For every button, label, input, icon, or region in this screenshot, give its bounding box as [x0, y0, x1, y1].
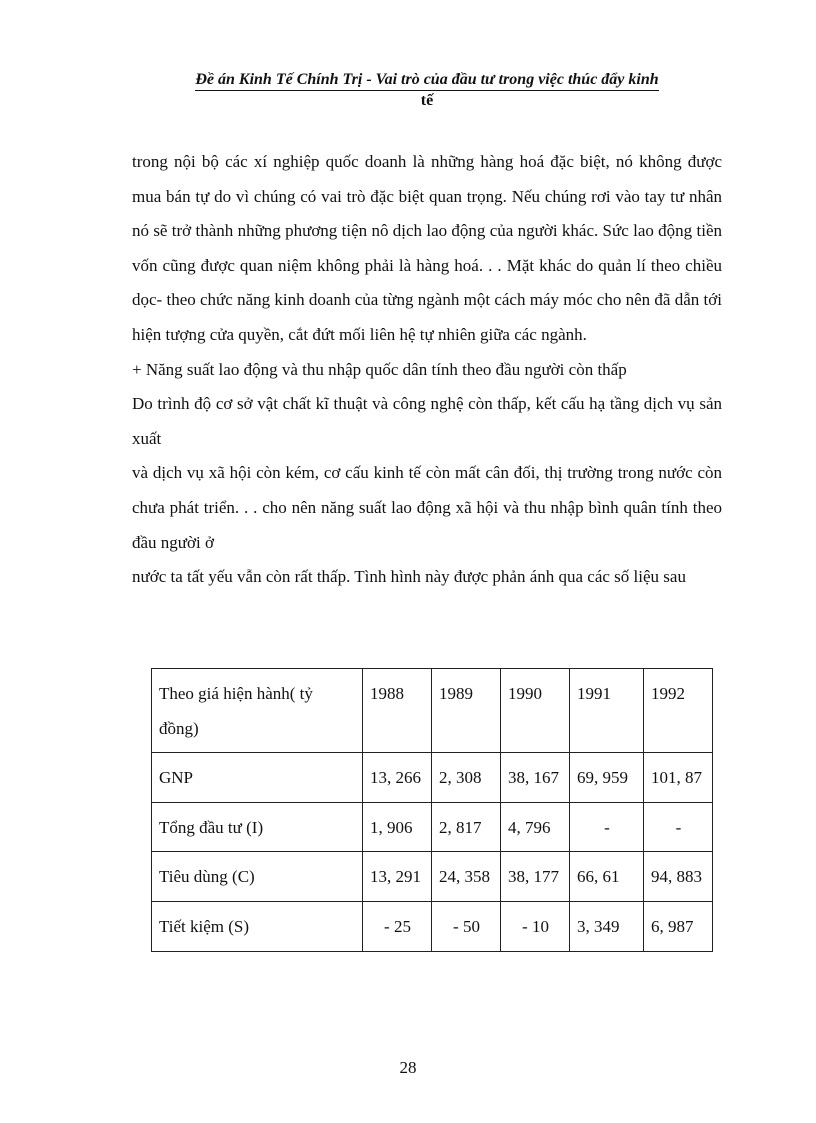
table-cell: 69, 959: [570, 753, 644, 803]
paragraph: nước ta tất yếu vẫn còn rất thấp. Tình hình này được phản ánh qua các số liệu sau: [132, 567, 686, 587]
table-cell: 94, 883: [644, 852, 713, 902]
table-row: [152, 753, 713, 803]
table-cell: 6, 987: [644, 901, 713, 951]
paragraph: + Năng suất lao động và thu nhập quốc dân tính theo đầu người còn thấp: [132, 359, 627, 379]
table-cell: 38, 167: [501, 753, 570, 803]
table-cell: - 25: [363, 901, 432, 951]
table-cell: 38, 177: [501, 852, 570, 902]
table-cell: Tiêu dùng (C): [152, 852, 363, 902]
header-title-continued: tế: [420, 92, 434, 109]
table-cell: 13, 266: [363, 753, 432, 803]
table-cell: 24, 358: [432, 852, 501, 902]
table-header-cell: 1990: [501, 669, 570, 753]
table-header-cell: Theo giá hiện hành( tỷ đồng): [152, 669, 363, 753]
table-cell: 1, 906: [363, 802, 432, 852]
table-cell: -: [644, 802, 713, 852]
paragraph: trong nội bộ các xí nghiệp quốc doanh là những hàng hoá đặc biệt, nó không được mua bán tự do vì chúng có vai trò đặc biệt quan trọng. Nếu chúng rơi vào tay tư nhân nó sẽ trở thành những phương tiện nô dịch lao động của người khác. Sức lao động tiền vốn cũng được quan niệm không phải là hàng hoá. . . Mặt khác do quản lí theo chiều dọc- theo chức năng kinh doanh của từng ngành một cách máy móc cho nên đã dẫn tới hiện tượng cửa quyền, cắt đứt mối liên hệ tự nhiên giữa các ngành.: [132, 152, 722, 344]
table-header-cell: 1992: [644, 669, 713, 753]
table-row: [152, 901, 713, 951]
table-header-row: [152, 669, 713, 753]
table-row: [152, 852, 713, 902]
header-title: Đề án Kinh Tế Chính Trị - Vai trò của đầu tư trong việc thúc đẩy kinh: [195, 70, 658, 91]
table-header-cell: 1989: [432, 669, 501, 753]
table-cell: GNP: [152, 753, 363, 803]
table-cell: - 50: [432, 901, 501, 951]
table-row: [152, 802, 713, 852]
document-header: [132, 70, 722, 111]
table-header-cell: 1991: [570, 669, 644, 753]
table-cell: 2, 817: [432, 802, 501, 852]
table-cell: Tổng đầu tư (I): [152, 802, 363, 852]
table-cell: Tiết kiệm (S): [152, 901, 363, 951]
table-cell: 4, 796: [501, 802, 570, 852]
table-cell: -: [570, 802, 644, 852]
paragraph: và dịch vụ xã hội còn kém, cơ cấu kinh tế còn mất cân đối, thị trường trong nước còn chưa phát triển. . . cho nên năng suất lao động xã hội và thu nhập bình quân tính theo đầu người ở: [132, 463, 722, 552]
table-cell: 13, 291: [363, 852, 432, 902]
table-cell: 3, 349: [570, 901, 644, 951]
table-cell: 101, 87: [644, 753, 713, 803]
table-header-cell: 1988: [363, 669, 432, 753]
body-text: [132, 145, 722, 595]
page-number: 28: [399, 1058, 417, 1077]
economic-data-table: [151, 668, 713, 952]
table-cell: 2, 308: [432, 753, 501, 803]
table-cell: - 10: [501, 901, 570, 951]
paragraph: Do trình độ cơ sở vật chất kĩ thuật và công nghệ còn thấp, kết cấu hạ tầng dịch vụ sản xuất: [132, 394, 722, 448]
table-cell: 66, 61: [570, 852, 644, 902]
